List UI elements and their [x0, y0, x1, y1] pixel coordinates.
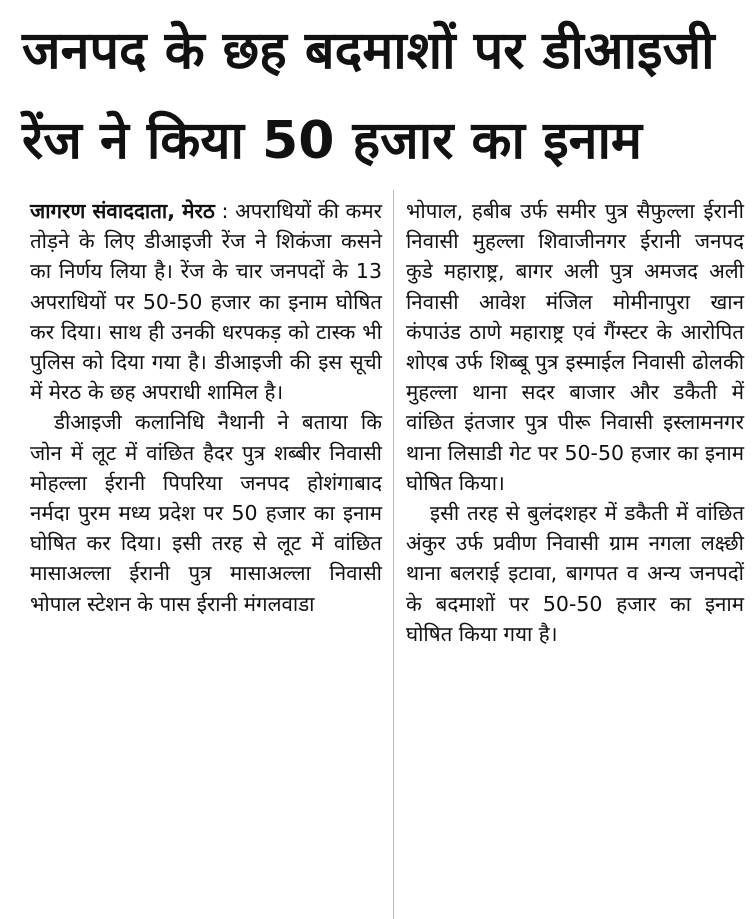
article-column-right [406, 196, 744, 649]
paragraph-4: इसी तरह से बुलंदशहर में डकैती में वांछित अंकुर उर्फ प्रवीण निवासी ग्राम नगला लक्ष्छी थाना बलराई इटावा, बागपत व अन्य जनपदों के बदमाशों पर 50-50 हजार का इनाम घोषित किया गया है। [406, 501, 744, 646]
headline-line-2: रेंज ने किया 50 हजार का इनाम [22, 111, 643, 171]
paragraph-2: डीआइजी कलानिधि नैथानी ने बताया कि जोन में लूट में वांछित हैदर पुत्र शब्बीर निवासी मोहल्ला ईरानी पिपरिया जनपद होशंगाबाद नर्मदा पुरम मध्य प्रदेश पर 50 हजार का इनाम घोषित कर दिया। इसी तरह से लूट में वांछित मासाअल्ला ईरानी पुत्र मासाअल्ला निवासी भोपाल स्टेशन के पास ईरानी मंगलवाडा [30, 410, 382, 616]
column-divider [393, 190, 394, 919]
dateline: जागरण संवाददाता, मेरठ [30, 199, 215, 223]
headline [22, 6, 742, 186]
paragraph-3: भोपाल, हबीब उर्फ समीर पुत्र सैफुल्ला ईरानी निवासी मुहल्ला शिवाजीनगर ईरानी जनपद कुडे महाराष्ट्र, बागर अली पुत्र अमजद अली निवासी आवेश मंजिल मोमीनापुरा खान कंपाउंड ठाणे महाराष्ट्र एवं गैंग्स्टर के आरोपित शोएब उर्फ शिब्बू पुत्र इस्माईल निवासी ढोलकी मुहल्ला थाना सदर बाजार और डकैती में वांछित इंतजार पुत्र पीरू निवासी इस्लामनगर थाना लिसाडी गेट पर 50-50 हजार का इनाम घोषित किया। [406, 199, 744, 495]
paragraph-intro [30, 196, 382, 407]
intro-text: : अपराधियों की कमर तोड़ने के लिए डीआइजी रेंज ने शिकंजा कसने का निर्णय लिया है। रेंज के चार जनपदों के 13 अपराधियों पर 50-50 हजार का इनाम घोषित कर दिया। साथ ही उनकी धरपकड़ को टास्क भी पुलिस को दिया गया है। डीआइजी की इस सूची में मेरठ के छह अपराधी शामिल है। [30, 199, 382, 405]
headline-line-1: जनपद के छह बदमाशों पर डीआइजी [22, 21, 715, 81]
article-column-left [30, 196, 382, 619]
